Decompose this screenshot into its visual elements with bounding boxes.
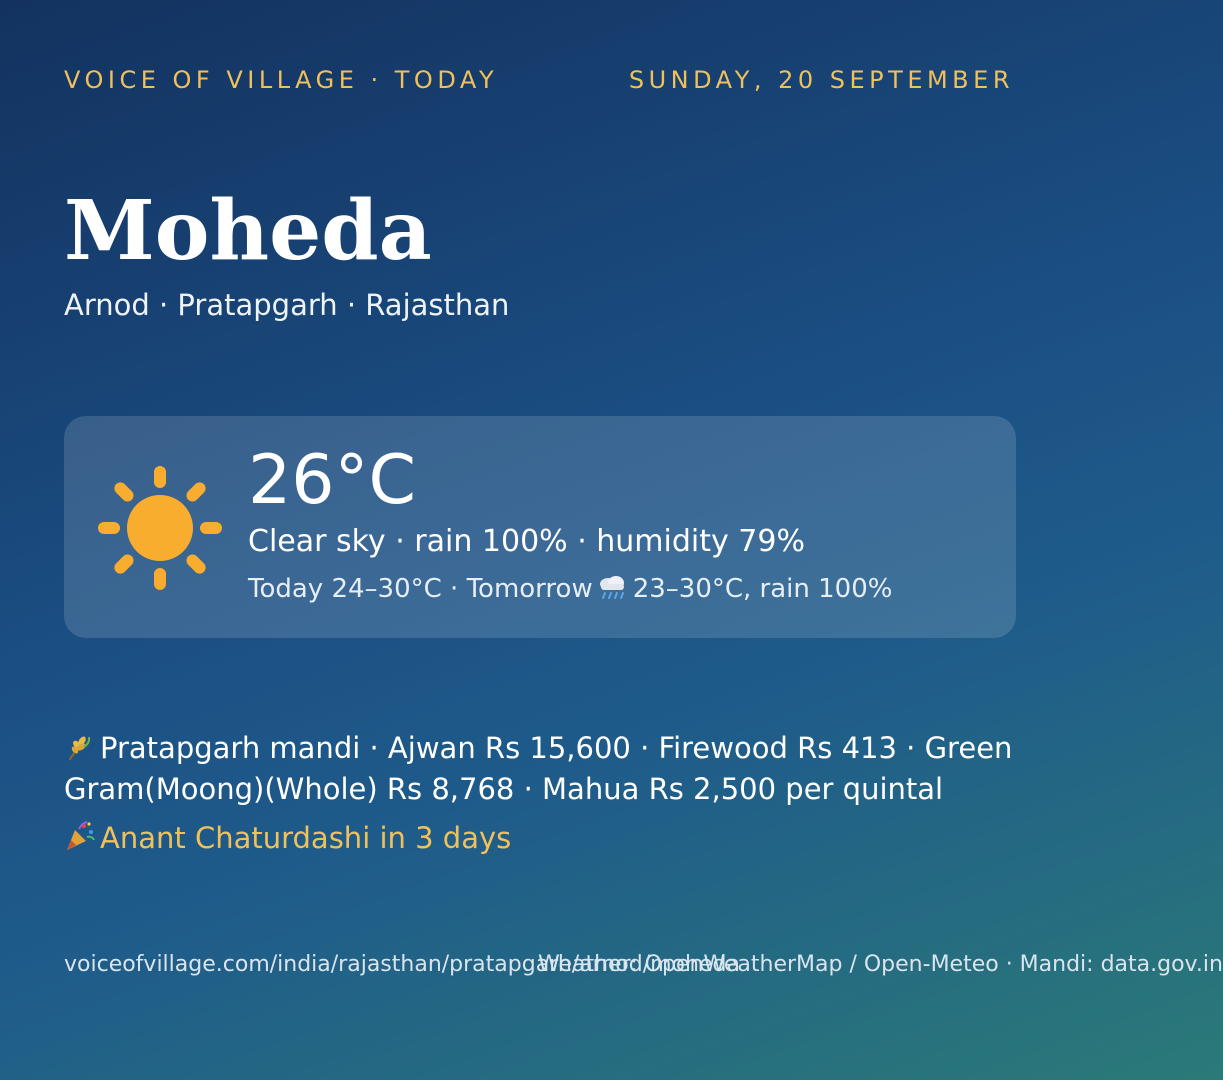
brand-label: VOICE OF VILLAGE · TODAY <box>64 66 499 94</box>
wheat-icon <box>64 733 92 761</box>
party-popper-icon <box>64 820 96 852</box>
weather-conditions: Clear sky · rain 100% · humidity 79% <box>248 524 805 559</box>
forecast-today: Today 24–30°C · Tomorrow <box>248 574 593 604</box>
mandi-prices <box>64 728 1024 810</box>
weather-card <box>64 416 1016 638</box>
village-title: Moheda <box>64 183 432 279</box>
footer <box>64 952 1223 986</box>
festival-text: Anant Chaturdashi in 3 days <box>100 821 512 855</box>
date-label: SUNDAY, 20 SEPTEMBER <box>628 66 1014 94</box>
mandi-text: Pratapgarh mandi · Ajwan Rs 15,600 · Firewood Rs 413 · Green Gram(Moong)(Whole) Rs 8,768 · Mahua Rs 2,500 per quintal <box>64 731 1013 806</box>
footer-credit: Weather: OpenWeatherMap / Open-Meteo · Mandi: data.gov.in <box>538 952 1223 977</box>
rain-cloud-icon <box>597 575 627 601</box>
forecast-tomorrow: 23–30°C, rain 100% <box>632 574 893 604</box>
header <box>64 66 1014 102</box>
festival-notice <box>64 820 511 855</box>
footer-url[interactable]: voiceofvillage.com/india/rajasthan/pratapgarh/arnod/moheda <box>64 952 740 977</box>
current-temperature: 26°C <box>248 441 417 520</box>
sun-icon <box>96 464 224 592</box>
region-breadcrumb: Arnod · Pratapgarh · Rajasthan <box>64 288 510 322</box>
forecast-line <box>248 574 892 604</box>
